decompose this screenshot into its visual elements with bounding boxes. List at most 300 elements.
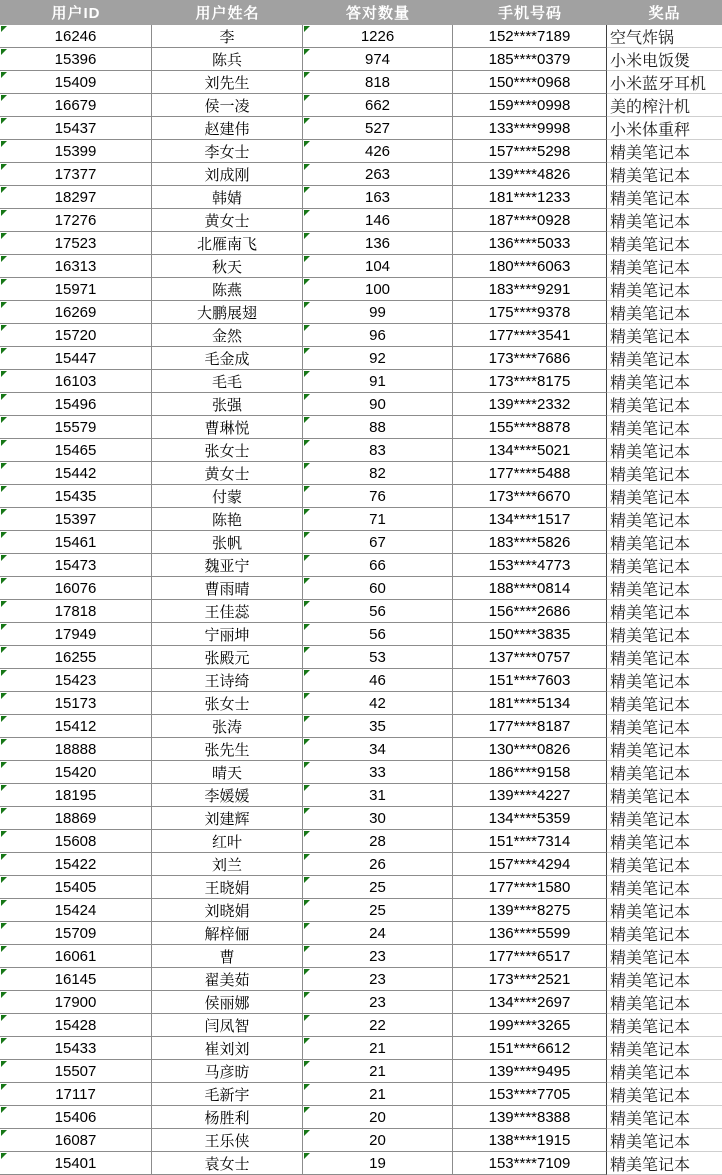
- phone-cell[interactable]: [453, 600, 607, 623]
- phone-cell[interactable]: [453, 1060, 607, 1083]
- phone-cell[interactable]: [453, 577, 607, 600]
- user-name-cell[interactable]: [152, 48, 303, 71]
- phone-cell[interactable]: [453, 278, 607, 301]
- phone-cell[interactable]: [453, 1152, 607, 1175]
- phone-cell[interactable]: [453, 186, 607, 209]
- answer-count-cell[interactable]: [303, 531, 453, 554]
- phone-cell[interactable]: [453, 255, 607, 278]
- phone-cell[interactable]: [453, 784, 607, 807]
- answer-count-cell[interactable]: [303, 945, 453, 968]
- prize-cell[interactable]: [607, 738, 722, 761]
- prize-cell[interactable]: [607, 876, 722, 899]
- user-name-cell[interactable]: [152, 1014, 303, 1037]
- phone-cell[interactable]: [453, 462, 607, 485]
- prize-cell[interactable]: [607, 186, 722, 209]
- prize-cell[interactable]: [607, 1083, 722, 1106]
- user-name-cell[interactable]: [152, 623, 303, 646]
- phone-cell[interactable]: [453, 669, 607, 692]
- answer-count-cell[interactable]: [303, 738, 453, 761]
- phone-cell[interactable]: [453, 1106, 607, 1129]
- prize-cell[interactable]: [607, 370, 722, 393]
- user-id-cell[interactable]: [0, 1014, 152, 1037]
- phone-cell[interactable]: [453, 738, 607, 761]
- user-name-cell[interactable]: [152, 209, 303, 232]
- user-id-cell[interactable]: [0, 1129, 152, 1152]
- answer-count-cell[interactable]: [303, 485, 453, 508]
- user-id-value: 16076: [54, 579, 97, 597]
- prize-cell[interactable]: [607, 393, 722, 416]
- phone-cell[interactable]: [453, 485, 607, 508]
- answer-count-cell[interactable]: [303, 692, 453, 715]
- user-name-cell[interactable]: [152, 600, 303, 623]
- phone-cell[interactable]: [453, 1083, 607, 1106]
- user-id-cell[interactable]: [0, 71, 152, 94]
- user-name-cell[interactable]: [152, 186, 303, 209]
- user-id-cell[interactable]: [0, 715, 152, 738]
- answer-count-cell[interactable]: [303, 830, 453, 853]
- prize-cell[interactable]: [607, 232, 722, 255]
- error-triangle-icon: [304, 417, 310, 423]
- phone-cell[interactable]: [453, 623, 607, 646]
- answer-count-cell[interactable]: [303, 1037, 453, 1060]
- error-triangle-icon: [1, 26, 7, 32]
- user-name-cell[interactable]: [152, 94, 303, 117]
- phone-cell[interactable]: [453, 761, 607, 784]
- user-id-cell[interactable]: [0, 462, 152, 485]
- answer-count-cell[interactable]: [303, 922, 453, 945]
- user-name-value: 秋天: [211, 257, 242, 276]
- user-name-cell[interactable]: [152, 761, 303, 784]
- answer-count-cell[interactable]: [303, 715, 453, 738]
- answer-count-cell[interactable]: [303, 232, 453, 255]
- user-id-cell[interactable]: [0, 968, 152, 991]
- phone-cell[interactable]: [453, 1037, 607, 1060]
- prize-cell[interactable]: [607, 784, 722, 807]
- answer-count-cell[interactable]: [303, 370, 453, 393]
- prize-cell[interactable]: [607, 439, 722, 462]
- header-phone[interactable]: 手机号码: [453, 0, 607, 25]
- prize-cell[interactable]: [607, 301, 722, 324]
- user-name-cell[interactable]: [152, 439, 303, 462]
- user-id-cell[interactable]: [0, 600, 152, 623]
- answer-count-cell[interactable]: [303, 140, 453, 163]
- user-id-cell[interactable]: [0, 830, 152, 853]
- answer-count-cell[interactable]: [303, 761, 453, 784]
- prize-cell[interactable]: [607, 1129, 722, 1152]
- prize-value: 小米电饭煲: [610, 50, 691, 70]
- prize-cell[interactable]: [607, 1014, 722, 1037]
- prize-cell[interactable]: [607, 669, 722, 692]
- user-id-cell[interactable]: [0, 1060, 152, 1083]
- user-id-cell[interactable]: [0, 899, 152, 922]
- prize-cell[interactable]: [607, 715, 722, 738]
- error-triangle-icon: [304, 992, 310, 998]
- header-prize[interactable]: 奖品: [607, 0, 722, 25]
- phone-cell[interactable]: [453, 71, 607, 94]
- prize-cell[interactable]: [607, 968, 722, 991]
- user-name-cell[interactable]: [152, 232, 303, 255]
- user-name-cell[interactable]: [152, 301, 303, 324]
- user-name-cell[interactable]: [152, 462, 303, 485]
- user-id-cell[interactable]: [0, 738, 152, 761]
- table-row: [0, 738, 722, 761]
- user-id-cell[interactable]: [0, 761, 152, 784]
- user-name-cell[interactable]: [152, 1083, 303, 1106]
- phone-cell[interactable]: [453, 140, 607, 163]
- answer-count-cell[interactable]: [303, 117, 453, 140]
- phone-cell[interactable]: [453, 393, 607, 416]
- user-id-cell[interactable]: [0, 554, 152, 577]
- user-name-cell[interactable]: [152, 347, 303, 370]
- phone-cell[interactable]: [453, 554, 607, 577]
- answer-count-cell[interactable]: [303, 163, 453, 186]
- prize-cell[interactable]: [607, 899, 722, 922]
- user-name-cell[interactable]: [152, 255, 303, 278]
- prize-value: 精美笔记本: [610, 142, 691, 162]
- phone-cell[interactable]: [453, 899, 607, 922]
- prize-cell[interactable]: [607, 761, 722, 784]
- user-id-value: 16313: [54, 257, 97, 275]
- phone-cell[interactable]: [453, 324, 607, 347]
- user-name-cell[interactable]: [152, 646, 303, 669]
- prize-cell[interactable]: [607, 508, 722, 531]
- phone-cell[interactable]: [453, 163, 607, 186]
- phone-cell[interactable]: [453, 715, 607, 738]
- user-name-cell[interactable]: [152, 370, 303, 393]
- answer-count-cell[interactable]: [303, 1060, 453, 1083]
- answer-count-cell[interactable]: [303, 462, 453, 485]
- user-name-cell[interactable]: [152, 25, 303, 48]
- answer-count-cell[interactable]: [303, 554, 453, 577]
- user-id-cell[interactable]: [0, 439, 152, 462]
- user-id-cell[interactable]: [0, 991, 152, 1014]
- user-name-cell[interactable]: [152, 577, 303, 600]
- phone-cell[interactable]: [453, 94, 607, 117]
- answer-count-cell[interactable]: [303, 255, 453, 278]
- user-name-cell[interactable]: [152, 715, 303, 738]
- phone-value: 153****7705: [488, 1085, 571, 1103]
- prize-cell[interactable]: [607, 48, 722, 71]
- user-id-value: 15406: [54, 1108, 97, 1126]
- phone-cell[interactable]: [453, 117, 607, 140]
- answer-count-cell[interactable]: [303, 991, 453, 1014]
- user-name-cell[interactable]: [152, 508, 303, 531]
- user-name-cell[interactable]: [152, 1106, 303, 1129]
- phone-cell[interactable]: [453, 922, 607, 945]
- user-id-cell[interactable]: [0, 301, 152, 324]
- user-name-cell[interactable]: [152, 899, 303, 922]
- user-name-cell[interactable]: [152, 853, 303, 876]
- answer-count-cell[interactable]: [303, 646, 453, 669]
- prize-cell[interactable]: [607, 25, 722, 48]
- table-row: [0, 991, 722, 1014]
- phone-cell[interactable]: [453, 370, 607, 393]
- answer-count-value: 100: [364, 280, 391, 298]
- user-name-cell[interactable]: [152, 1152, 303, 1175]
- user-name-cell[interactable]: [152, 922, 303, 945]
- user-name-cell[interactable]: [152, 163, 303, 186]
- phone-cell[interactable]: [453, 508, 607, 531]
- header-user-name[interactable]: 用户姓名: [152, 0, 303, 25]
- user-id-cell[interactable]: [0, 255, 152, 278]
- phone-cell[interactable]: [453, 531, 607, 554]
- user-id-cell[interactable]: [0, 922, 152, 945]
- prize-cell[interactable]: [607, 255, 722, 278]
- phone-cell[interactable]: [453, 301, 607, 324]
- answer-count-cell[interactable]: [303, 71, 453, 94]
- prize-cell[interactable]: [607, 531, 722, 554]
- user-id-cell[interactable]: [0, 25, 152, 48]
- answer-count-cell[interactable]: [303, 623, 453, 646]
- prize-cell[interactable]: [607, 1060, 722, 1083]
- error-triangle-icon: [1, 49, 7, 55]
- answer-count-cell[interactable]: [303, 600, 453, 623]
- user-name-cell[interactable]: [152, 554, 303, 577]
- prize-cell[interactable]: [607, 1106, 722, 1129]
- prize-cell[interactable]: [607, 209, 722, 232]
- answer-count-cell[interactable]: [303, 508, 453, 531]
- table-row: [0, 1014, 722, 1037]
- answer-count-cell[interactable]: [303, 278, 453, 301]
- answer-count-cell[interactable]: [303, 1106, 453, 1129]
- error-triangle-icon: [304, 647, 310, 653]
- phone-cell[interactable]: [453, 1014, 607, 1037]
- user-id-cell[interactable]: [0, 577, 152, 600]
- prize-cell[interactable]: [607, 71, 722, 94]
- prize-cell[interactable]: [607, 278, 722, 301]
- user-id-cell[interactable]: [0, 94, 152, 117]
- user-id-cell[interactable]: [0, 393, 152, 416]
- answer-count-cell[interactable]: [303, 393, 453, 416]
- answer-count-cell[interactable]: [303, 577, 453, 600]
- user-id-cell[interactable]: [0, 209, 152, 232]
- user-name-cell[interactable]: [152, 968, 303, 991]
- user-name-cell[interactable]: [152, 876, 303, 899]
- answer-count-cell[interactable]: [303, 301, 453, 324]
- prize-cell[interactable]: [607, 140, 722, 163]
- phone-cell[interactable]: [453, 439, 607, 462]
- phone-value: 151****7314: [488, 832, 571, 850]
- phone-cell[interactable]: [453, 830, 607, 853]
- user-id-cell[interactable]: [0, 531, 152, 554]
- user-id-cell[interactable]: [0, 876, 152, 899]
- answer-count-value: 82: [369, 464, 386, 482]
- error-triangle-icon: [304, 279, 310, 285]
- answer-count-value: 96: [369, 326, 386, 344]
- user-name-cell[interactable]: [152, 71, 303, 94]
- user-name-cell[interactable]: [152, 669, 303, 692]
- header-answer-count[interactable]: 答对数量: [303, 0, 453, 25]
- user-id-cell[interactable]: [0, 48, 152, 71]
- phone-cell[interactable]: [453, 853, 607, 876]
- user-id-value: 16269: [54, 303, 97, 321]
- prize-cell[interactable]: [607, 94, 722, 117]
- answer-count-cell[interactable]: [303, 807, 453, 830]
- phone-value: 139****2332: [488, 395, 571, 413]
- user-id-cell[interactable]: [0, 1106, 152, 1129]
- user-id-cell[interactable]: [0, 692, 152, 715]
- user-id-cell[interactable]: [0, 784, 152, 807]
- user-name-cell[interactable]: [152, 140, 303, 163]
- phone-cell[interactable]: [453, 209, 607, 232]
- phone-cell[interactable]: [453, 646, 607, 669]
- prize-cell[interactable]: [607, 117, 722, 140]
- user-name-cell[interactable]: [152, 830, 303, 853]
- user-id-cell[interactable]: [0, 117, 152, 140]
- phone-value: 130****0826: [488, 740, 571, 758]
- error-triangle-icon: [304, 509, 310, 515]
- prize-cell[interactable]: [607, 1037, 722, 1060]
- answer-count-cell[interactable]: [303, 1152, 453, 1175]
- prize-cell[interactable]: [607, 945, 722, 968]
- user-name-cell[interactable]: [152, 807, 303, 830]
- phone-value: 133****9998: [488, 119, 571, 137]
- user-name-cell[interactable]: [152, 738, 303, 761]
- answer-count-cell[interactable]: [303, 899, 453, 922]
- user-name-cell[interactable]: [152, 784, 303, 807]
- phone-cell[interactable]: [453, 347, 607, 370]
- header-user-id[interactable]: 用户ID: [0, 0, 152, 25]
- phone-cell[interactable]: [453, 1129, 607, 1152]
- prize-cell[interactable]: [607, 600, 722, 623]
- prize-cell[interactable]: [607, 623, 722, 646]
- user-name-cell[interactable]: [152, 393, 303, 416]
- user-id-cell[interactable]: [0, 485, 152, 508]
- prize-cell[interactable]: [607, 577, 722, 600]
- user-name-cell[interactable]: [152, 485, 303, 508]
- answer-count-cell[interactable]: [303, 347, 453, 370]
- user-name-value: 王乐侠: [204, 1131, 250, 1150]
- prize-cell[interactable]: [607, 324, 722, 347]
- user-id-cell[interactable]: [0, 186, 152, 209]
- prize-cell[interactable]: [607, 807, 722, 830]
- user-name-cell[interactable]: [152, 991, 303, 1014]
- user-name-cell[interactable]: [152, 416, 303, 439]
- user-name-cell[interactable]: [152, 945, 303, 968]
- phone-cell[interactable]: [453, 876, 607, 899]
- phone-cell[interactable]: [453, 692, 607, 715]
- user-name-cell[interactable]: [152, 1060, 303, 1083]
- user-name-cell[interactable]: [152, 692, 303, 715]
- answer-count-cell[interactable]: [303, 186, 453, 209]
- user-id-cell[interactable]: [0, 1152, 152, 1175]
- phone-cell[interactable]: [453, 807, 607, 830]
- error-triangle-icon: [1, 670, 7, 676]
- error-triangle-icon: [304, 877, 310, 883]
- phone-cell[interactable]: [453, 48, 607, 71]
- prize-cell[interactable]: [607, 853, 722, 876]
- user-name-cell[interactable]: [152, 324, 303, 347]
- phone-cell[interactable]: [453, 416, 607, 439]
- user-id-cell[interactable]: [0, 347, 152, 370]
- user-name-value: 张帆: [211, 533, 242, 552]
- user-id-cell[interactable]: [0, 646, 152, 669]
- prize-cell[interactable]: [607, 485, 722, 508]
- answer-count-value: 56: [369, 602, 386, 620]
- phone-cell[interactable]: [453, 991, 607, 1014]
- user-id-cell[interactable]: [0, 669, 152, 692]
- user-id-cell[interactable]: [0, 324, 152, 347]
- answer-count-cell[interactable]: [303, 1014, 453, 1037]
- prize-cell[interactable]: [607, 646, 722, 669]
- answer-count-cell[interactable]: [303, 876, 453, 899]
- prize-cell[interactable]: [607, 692, 722, 715]
- prize-cell[interactable]: [607, 462, 722, 485]
- error-triangle-icon: [304, 1153, 310, 1159]
- phone-cell[interactable]: [453, 968, 607, 991]
- user-id-cell[interactable]: [0, 278, 152, 301]
- user-name-cell[interactable]: [152, 1037, 303, 1060]
- user-id-cell[interactable]: [0, 508, 152, 531]
- user-id-cell[interactable]: [0, 416, 152, 439]
- answer-count-cell[interactable]: [303, 784, 453, 807]
- answer-count-cell[interactable]: [303, 209, 453, 232]
- answer-count-cell[interactable]: [303, 416, 453, 439]
- prize-cell[interactable]: [607, 347, 722, 370]
- answer-count-cell[interactable]: [303, 94, 453, 117]
- prize-cell[interactable]: [607, 830, 722, 853]
- user-name-cell[interactable]: [152, 1129, 303, 1152]
- user-id-cell[interactable]: [0, 370, 152, 393]
- user-name-cell[interactable]: [152, 117, 303, 140]
- user-id-value: 16679: [54, 96, 97, 114]
- phone-value: 136****5033: [488, 234, 571, 252]
- user-name-value: 王晓娟: [204, 878, 250, 897]
- phone-value: 177****8187: [488, 717, 571, 735]
- user-id-cell[interactable]: [0, 140, 152, 163]
- answer-count-cell[interactable]: [303, 669, 453, 692]
- phone-value: 187****0928: [488, 211, 571, 229]
- answer-count-cell[interactable]: [303, 853, 453, 876]
- prize-cell[interactable]: [607, 163, 722, 186]
- table-row: [0, 163, 722, 186]
- prize-cell[interactable]: [607, 416, 722, 439]
- user-id-cell[interactable]: [0, 623, 152, 646]
- answer-count-cell[interactable]: [303, 48, 453, 71]
- user-id-cell[interactable]: [0, 163, 152, 186]
- user-name-value: 刘晓娟: [204, 901, 250, 920]
- answer-count-cell[interactable]: [303, 439, 453, 462]
- prize-cell[interactable]: [607, 1152, 722, 1175]
- answer-count-cell[interactable]: [303, 25, 453, 48]
- prize-cell[interactable]: [607, 991, 722, 1014]
- user-name-cell[interactable]: [152, 278, 303, 301]
- user-id-cell[interactable]: [0, 1083, 152, 1106]
- user-name-cell[interactable]: [152, 531, 303, 554]
- prize-cell[interactable]: [607, 554, 722, 577]
- prize-value: 精美笔记本: [610, 671, 691, 691]
- phone-cell[interactable]: [453, 945, 607, 968]
- user-id-cell[interactable]: [0, 807, 152, 830]
- phone-cell[interactable]: [453, 25, 607, 48]
- phone-value: 139****9495: [488, 1062, 571, 1080]
- phone-value: 181****1233: [488, 188, 571, 206]
- phone-cell[interactable]: [453, 232, 607, 255]
- answer-count-cell[interactable]: [303, 324, 453, 347]
- prize-cell[interactable]: [607, 922, 722, 945]
- user-id-cell[interactable]: [0, 232, 152, 255]
- table-row: [0, 600, 722, 623]
- answer-count-cell[interactable]: [303, 968, 453, 991]
- answer-count-cell[interactable]: [303, 1129, 453, 1152]
- user-id-cell[interactable]: [0, 945, 152, 968]
- user-id-cell[interactable]: [0, 1037, 152, 1060]
- table-row: [0, 623, 722, 646]
- user-id-cell[interactable]: [0, 853, 152, 876]
- table-row: [0, 876, 722, 899]
- table-row: [0, 830, 722, 853]
- answer-count-cell[interactable]: [303, 1083, 453, 1106]
